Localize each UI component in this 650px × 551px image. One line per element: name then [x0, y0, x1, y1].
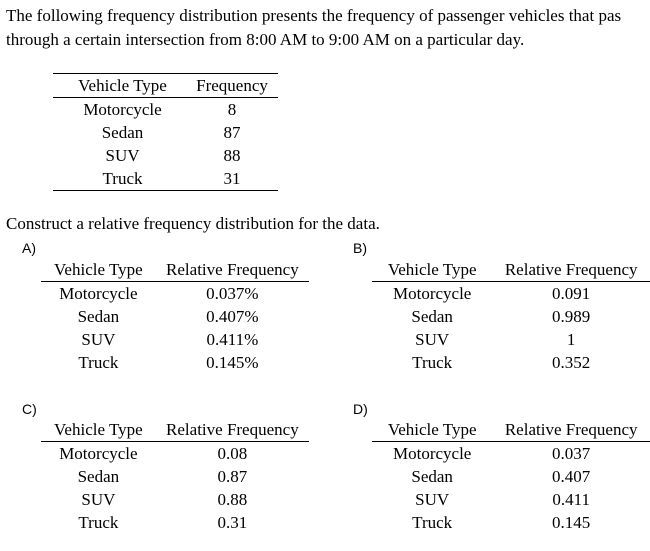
header-relative-frequency: Relative Frequency: [166, 260, 299, 279]
table-header-row: [372, 418, 650, 442]
cell-relative-frequency: 0.989: [552, 307, 591, 326]
table-row: [41, 465, 309, 488]
cell-vehicle-type: Sedan: [77, 467, 120, 486]
cell-frequency: 87: [223, 123, 241, 142]
table-row: [372, 282, 650, 306]
table-row: [53, 144, 278, 167]
cell-frequency: 31: [223, 169, 241, 188]
cell-frequency: 8: [227, 100, 237, 119]
table-header-row: [372, 258, 650, 282]
question-prompt: Construct a relative frequency distribution for the data.: [6, 214, 380, 233]
table-header-row: [41, 418, 309, 442]
question-intro: [6, 4, 650, 52]
cell-relative-frequency: 0.037%: [206, 284, 259, 303]
table-row: [41, 511, 309, 534]
cell-vehicle-type: SUV: [81, 330, 116, 349]
table-row: [53, 121, 278, 144]
cell-vehicle-type: SUV: [81, 490, 116, 509]
cell-vehicle-type: Sedan: [101, 123, 144, 142]
option-c-letter[interactable]: C): [22, 401, 37, 417]
option-c-table[interactable]: [41, 418, 309, 534]
option-d-table[interactable]: [372, 418, 650, 534]
table-row: [41, 282, 309, 306]
table-row: [53, 98, 278, 122]
table-row: [372, 351, 650, 374]
option-d-letter[interactable]: D): [353, 401, 368, 417]
table-row: [41, 328, 309, 351]
cell-vehicle-type: Sedan: [77, 307, 120, 326]
header-relative-frequency: Relative Frequency: [166, 420, 299, 439]
cell-vehicle-type: SUV: [415, 330, 450, 349]
table-header-row: [53, 74, 278, 98]
table-row: [41, 351, 309, 374]
header-vehicle-type: Vehicle Type: [387, 260, 477, 279]
cell-relative-frequency: 0.145: [552, 513, 591, 532]
cell-relative-frequency: 0.407: [552, 467, 591, 486]
intro-line-2: through a certain intersection from 8:00 AM to 9:00 AM on a particular day.: [6, 30, 525, 49]
table-row: [41, 488, 309, 511]
cell-relative-frequency: 0.87: [217, 467, 248, 486]
option-a-table[interactable]: [41, 258, 309, 374]
table-row: [372, 488, 650, 511]
frequency-table: [53, 73, 278, 191]
cell-relative-frequency: 0.08: [217, 444, 248, 463]
cell-relative-frequency: 0.352: [552, 353, 591, 372]
cell-vehicle-type: Truck: [78, 353, 119, 372]
cell-vehicle-type: Sedan: [411, 467, 453, 486]
cell-relative-frequency: 0.145%: [206, 353, 259, 372]
cell-vehicle-type: Motorcycle: [392, 444, 472, 463]
option-b-letter[interactable]: B): [353, 240, 367, 256]
cell-vehicle-type: Motorcycle: [59, 284, 138, 303]
cell-relative-frequency: 0.411: [552, 490, 590, 509]
cell-frequency: 88: [223, 146, 241, 165]
header-vehicle-type: Vehicle Type: [54, 260, 143, 279]
table-row: [372, 442, 650, 466]
table-row: [53, 167, 278, 191]
cell-relative-frequency: 0.411%: [206, 330, 259, 349]
cell-vehicle-type: Motorcycle: [59, 444, 138, 463]
table-row: [41, 442, 309, 466]
cell-relative-frequency: 0.407%: [206, 307, 259, 326]
table-row: [372, 305, 650, 328]
header-frequency: Frequency: [196, 76, 268, 95]
header-vehicle-type: Vehicle Type: [78, 76, 167, 95]
cell-relative-frequency: 0.31: [217, 513, 248, 532]
cell-vehicle-type: Truck: [412, 513, 453, 532]
table-header-row: [41, 258, 309, 282]
cell-relative-frequency: 0.091: [552, 284, 591, 303]
cell-vehicle-type: SUV: [105, 146, 140, 165]
cell-vehicle-type: Truck: [102, 169, 143, 188]
table-row: [41, 305, 309, 328]
header-vehicle-type: Vehicle Type: [54, 420, 143, 439]
header-relative-frequency: Relative Frequency: [504, 260, 638, 279]
cell-vehicle-type: Motorcycle: [83, 100, 162, 119]
intro-line-1: The following frequency distribution presents the frequency of passenger vehicles that pas: [6, 6, 622, 25]
cell-vehicle-type: Sedan: [411, 307, 453, 326]
cell-relative-frequency: 0.88: [217, 490, 248, 509]
cell-relative-frequency: 1: [566, 330, 576, 349]
cell-relative-frequency: 0.037: [552, 444, 591, 463]
table-row: [372, 465, 650, 488]
table-row: [372, 328, 650, 351]
cell-vehicle-type: Truck: [412, 353, 453, 372]
header-vehicle-type: Vehicle Type: [387, 420, 477, 439]
header-relative-frequency: Relative Frequency: [504, 420, 638, 439]
table-row: [372, 511, 650, 534]
option-b-table[interactable]: [372, 258, 650, 374]
cell-vehicle-type: SUV: [415, 490, 450, 509]
option-a-letter[interactable]: A): [22, 240, 36, 256]
cell-vehicle-type: Truck: [78, 513, 119, 532]
cell-vehicle-type: Motorcycle: [392, 284, 472, 303]
